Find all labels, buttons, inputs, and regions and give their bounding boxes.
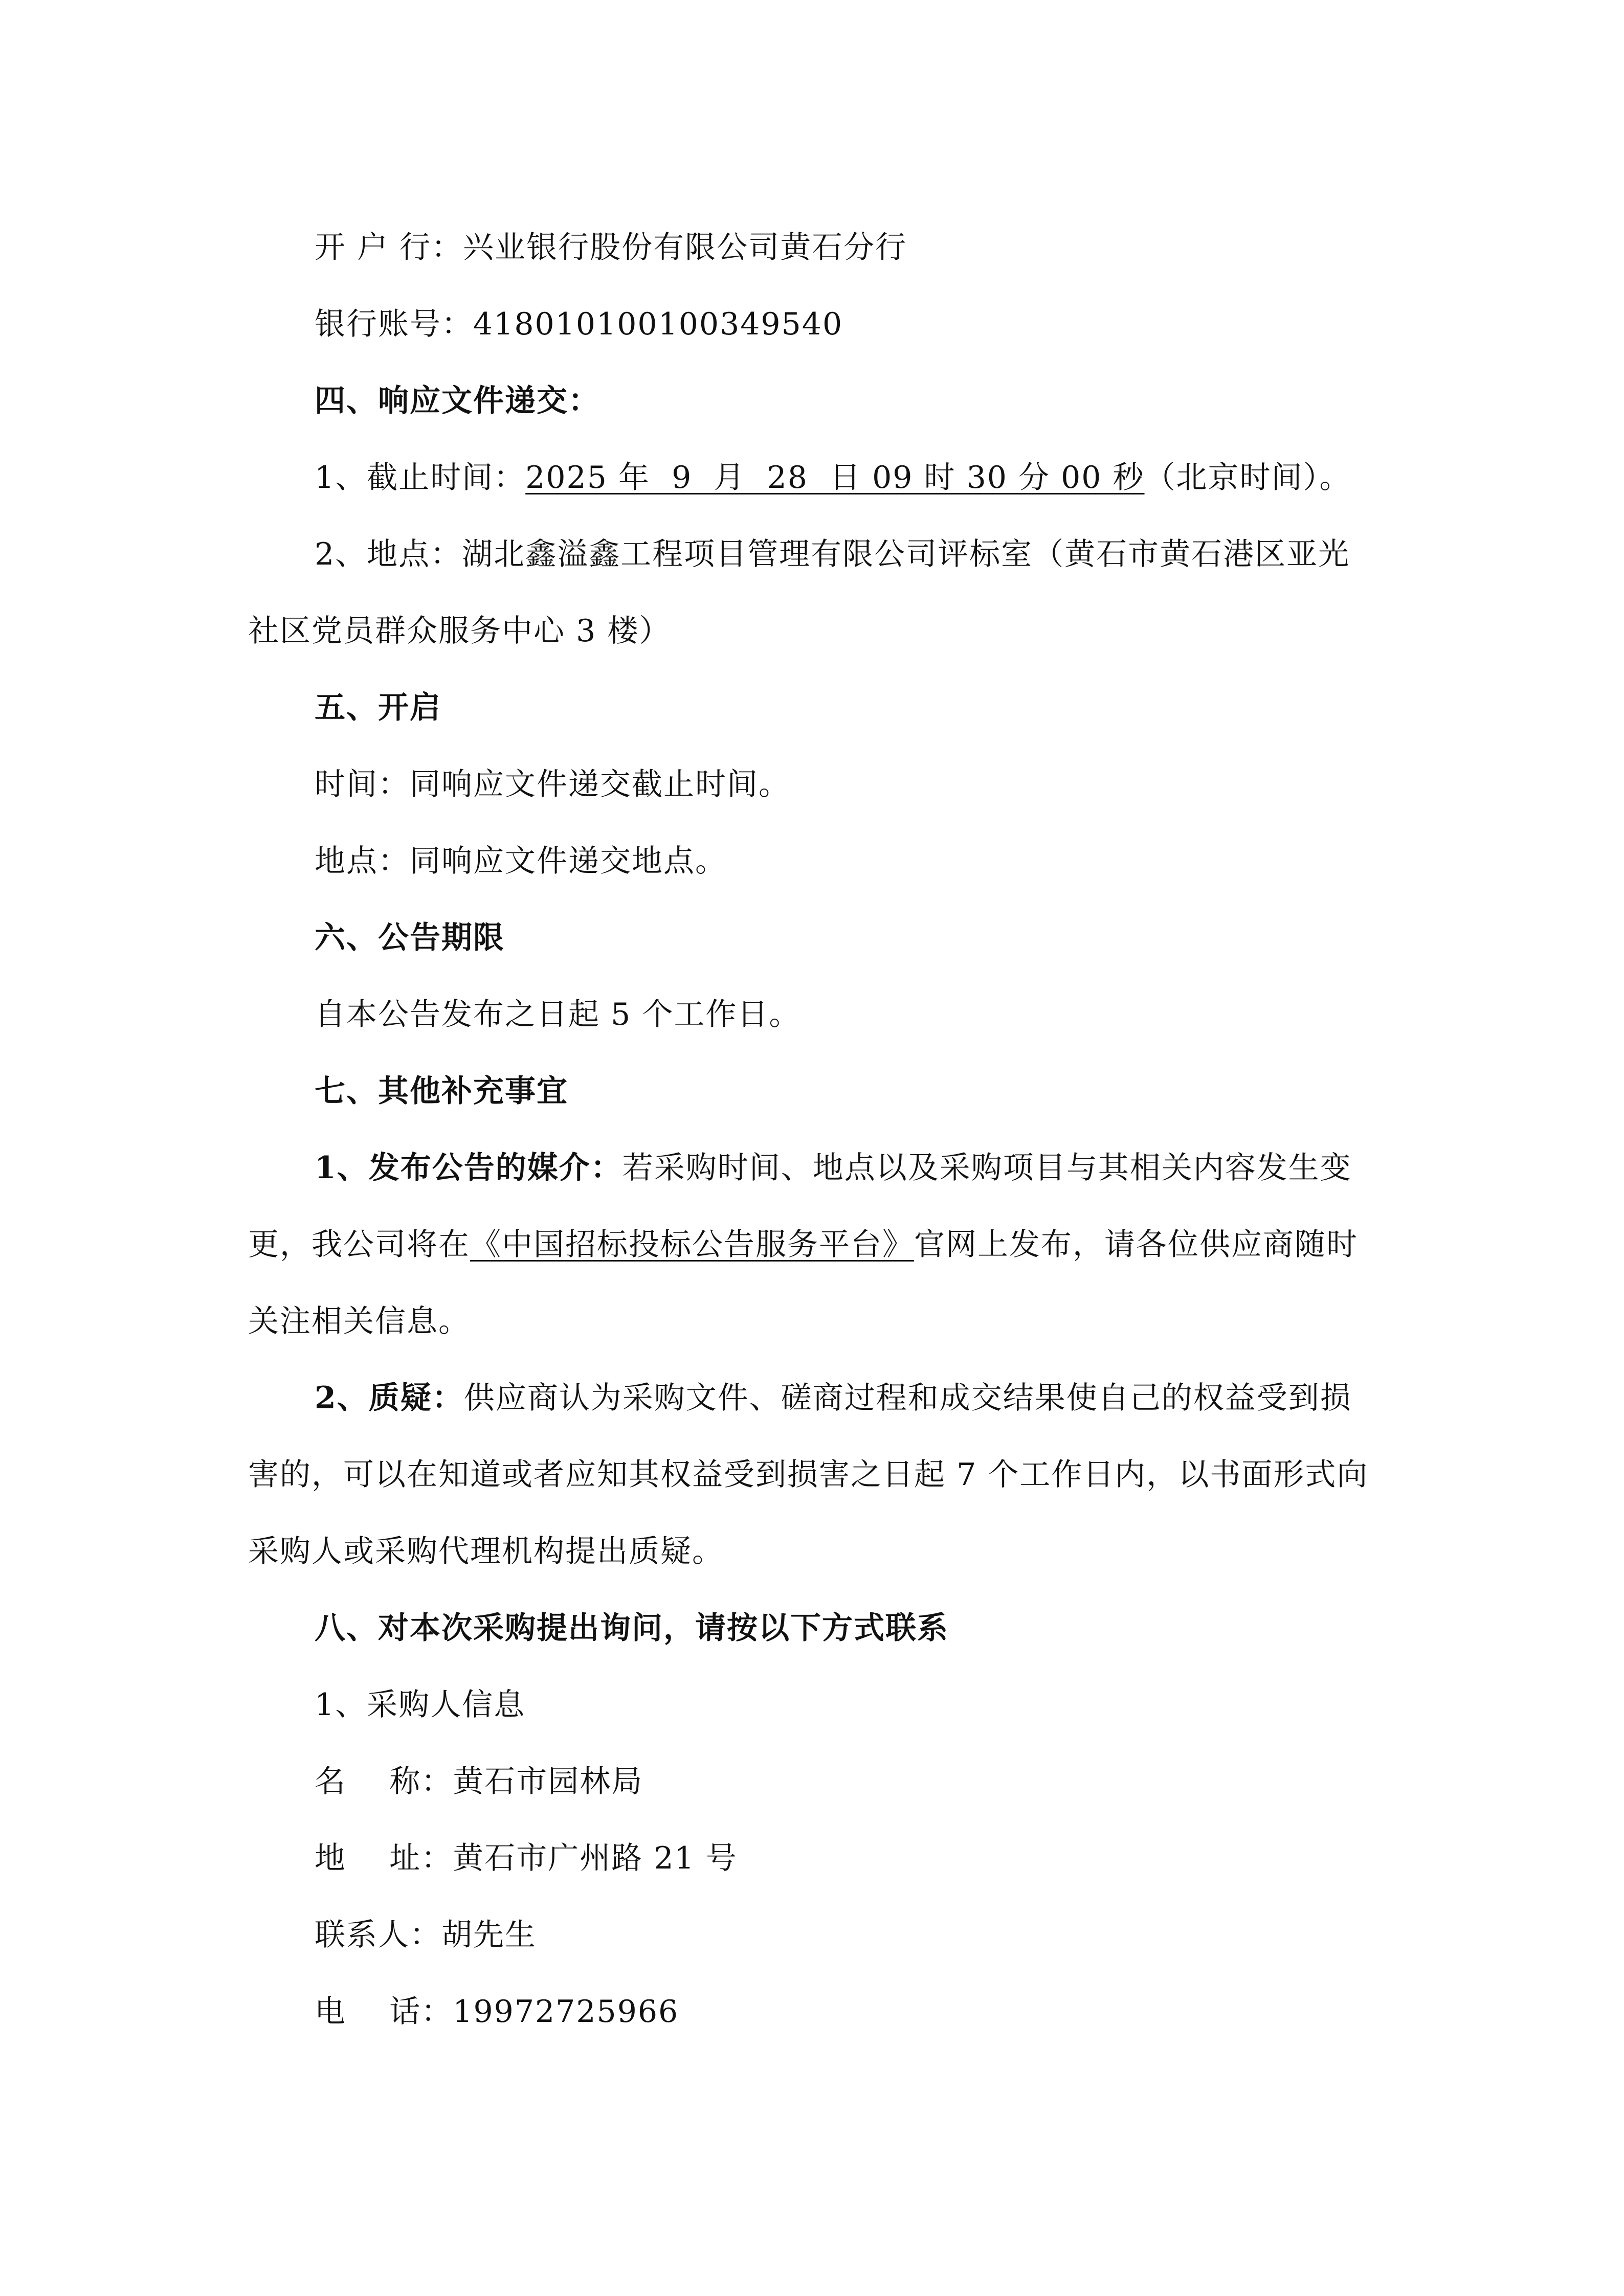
media-line-3: 关注相关信息。 — [248, 1303, 470, 1339]
purchaser-name-line — [315, 1761, 643, 1802]
platform-link[interactable]: 《中国招标投标公告服务平台》 — [470, 1227, 914, 1263]
purchaser-phone-value: 19972725966 — [453, 1994, 679, 2030]
deadline-label: 1、截止时间： — [315, 460, 526, 496]
purchaser-contact-value: 胡先生 — [441, 1917, 537, 1953]
account-line — [315, 304, 843, 345]
section-7-heading: 七、其他补充事宜 — [315, 1073, 568, 1109]
bank-line — [315, 227, 907, 268]
purchaser-name-value: 黄石市园林局 — [453, 1764, 643, 1799]
deadline-value: 2025 年 9 月 28 日 09 时 30 分 00 秒 — [525, 460, 1145, 496]
notice-period-text: 自本公告发布之日起 5 个工作日。 — [315, 997, 801, 1032]
account-label: 银行账号： — [315, 306, 473, 342]
media-text-1: 若采购时间、地点以及采购项目与其相关内容发生变 — [622, 1150, 1352, 1186]
purchaser-phone-label: 电 话： — [315, 1994, 453, 2030]
deadline-suffix: （北京时间）。 — [1144, 460, 1351, 496]
query-line-2: 害的，可以在知道或者应知其权益受到损害之日起 7 个工作日内，以书面形式向 — [248, 1457, 1369, 1493]
media-line-2 — [248, 1224, 1358, 1265]
purchaser-contact-label: 联系人： — [315, 1917, 441, 1953]
purchaser-contact-line — [315, 1915, 537, 1955]
section-8-heading: 八、对本次采购提出询问，请按以下方式联系 — [315, 1610, 949, 1646]
media-text-2-post: 官网上发布，请各位供应商随时 — [914, 1227, 1358, 1263]
purchaser-address-value: 黄石市广州路 21 号 — [453, 1840, 738, 1876]
section-6-heading: 六、公告期限 — [315, 920, 505, 956]
purchaser-name-label: 名 称： — [315, 1764, 453, 1799]
query-line-1 — [315, 1378, 1352, 1419]
section-4-heading: 四、响应文件递交： — [315, 383, 600, 419]
location-line-2: 社区党员群众服务中心 3 楼） — [248, 613, 671, 649]
media-text-2-pre: 更，我公司将在 — [248, 1227, 470, 1263]
query-label: 2、质疑： — [315, 1380, 464, 1416]
media-line-1 — [315, 1147, 1352, 1188]
opening-place: 地点：同响应文件递交地点。 — [315, 843, 727, 879]
media-label: 1、发布公告的媒介： — [315, 1150, 622, 1186]
purchaser-phone-line — [315, 1991, 679, 2032]
query-line-3: 采购人或采购代理机构提出质疑。 — [248, 1534, 724, 1569]
location-line-1: 2、地点：湖北鑫溢鑫工程项目管理有限公司评标室（黄石市黄石港区亚光 — [315, 536, 1350, 572]
purchaser-address-line — [315, 1838, 738, 1879]
purchaser-info-heading: 1、采购人信息 — [315, 1687, 526, 1723]
opening-time: 时间：同响应文件递交截止时间。 — [315, 767, 790, 802]
bank-value: 兴业银行股份有限公司黄石分行 — [463, 230, 907, 265]
account-value: 418010100100349540 — [473, 306, 843, 342]
deadline-line — [315, 457, 1351, 498]
bank-label: 开 户 行： — [315, 230, 463, 265]
purchaser-address-label: 地 址： — [315, 1840, 453, 1876]
section-5-heading: 五、开启 — [315, 690, 441, 726]
query-text-1: 供应商认为采购文件、磋商过程和成交结果使自己的权益受到损 — [463, 1380, 1352, 1416]
